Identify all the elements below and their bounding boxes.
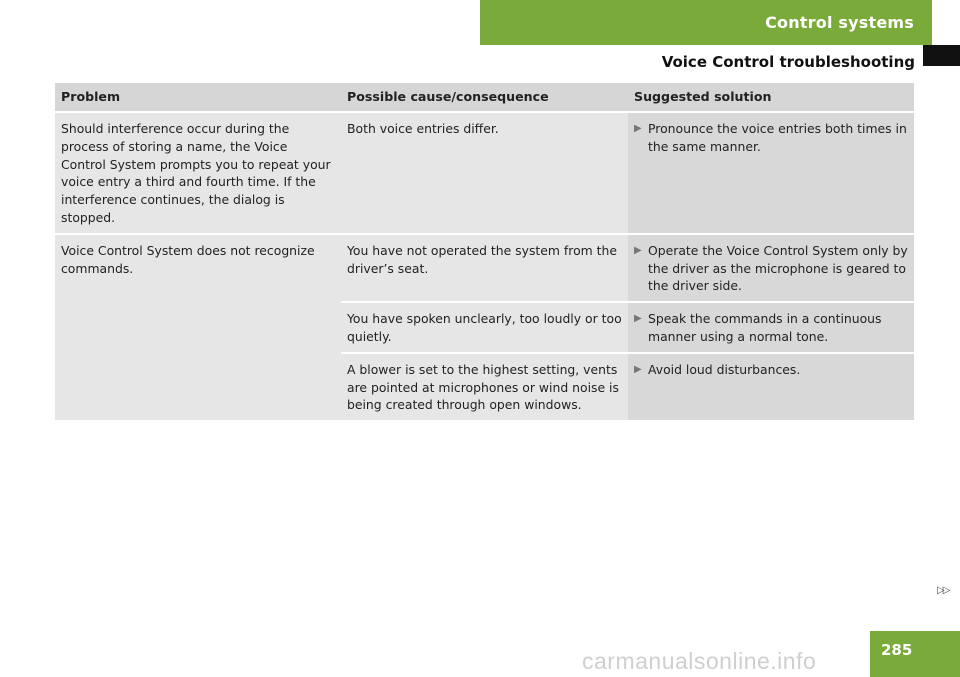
solution-text: Pronounce the voice entries both times in the same manner. [648, 121, 907, 154]
troubleshooting-table [55, 83, 914, 420]
column-header-problem: Problem [55, 83, 341, 112]
arrow-right-icon: ▶ [634, 363, 642, 375]
solution-text: Avoid loud disturbances. [648, 361, 801, 377]
cause-cell: You have spoken unclearly, too loudly or too quietly. [341, 302, 628, 353]
arrow-right-icon: ▶ [634, 313, 642, 325]
solution-text: Operate the Voice Control System only by the driver as the microphone is geared to the driver side. [648, 242, 908, 294]
problem-cell: Should interference occur during the process of storing a name, the Voice Control System prompts you to repeat your voice entry a third and fourth time. If the interference continues, the dialog is stopped. [55, 112, 341, 234]
arrow-right-icon: ▶ [634, 244, 642, 256]
column-header-cause: Possible cause/consequence [341, 83, 628, 112]
solution-cell [628, 353, 914, 420]
page-number: 285 [870, 631, 960, 677]
page-subtitle: Voice Control troubleshooting [661, 53, 915, 71]
problem-cell: Voice Control System does not recognize commands. [55, 234, 341, 420]
column-header-solution: Suggested solution [628, 83, 914, 112]
section-tab [480, 0, 932, 45]
solution-text: Speak the commands in a continuous manner using a normal tone. [648, 311, 882, 344]
section-title: Control systems [765, 13, 914, 32]
solution-cell [628, 112, 914, 234]
table-row [55, 234, 914, 302]
table-header-row [55, 83, 914, 112]
solution-cell [628, 302, 914, 353]
double-arrow-right-icon: ▷▷ [937, 585, 949, 596]
cause-cell: A blower is set to the highest setting, vents are pointed at microphones or wind noise is being created through open windows. [341, 353, 628, 420]
table-row [55, 112, 914, 234]
corner-marker [923, 45, 960, 66]
watermark: carmanualsonline.info [582, 648, 817, 674]
cause-cell: Both voice entries differ. [341, 112, 628, 234]
cause-cell: You have not operated the system from the driver’s seat. [341, 234, 628, 302]
arrow-right-icon: ▶ [634, 123, 642, 134]
solution-cell [628, 234, 914, 302]
